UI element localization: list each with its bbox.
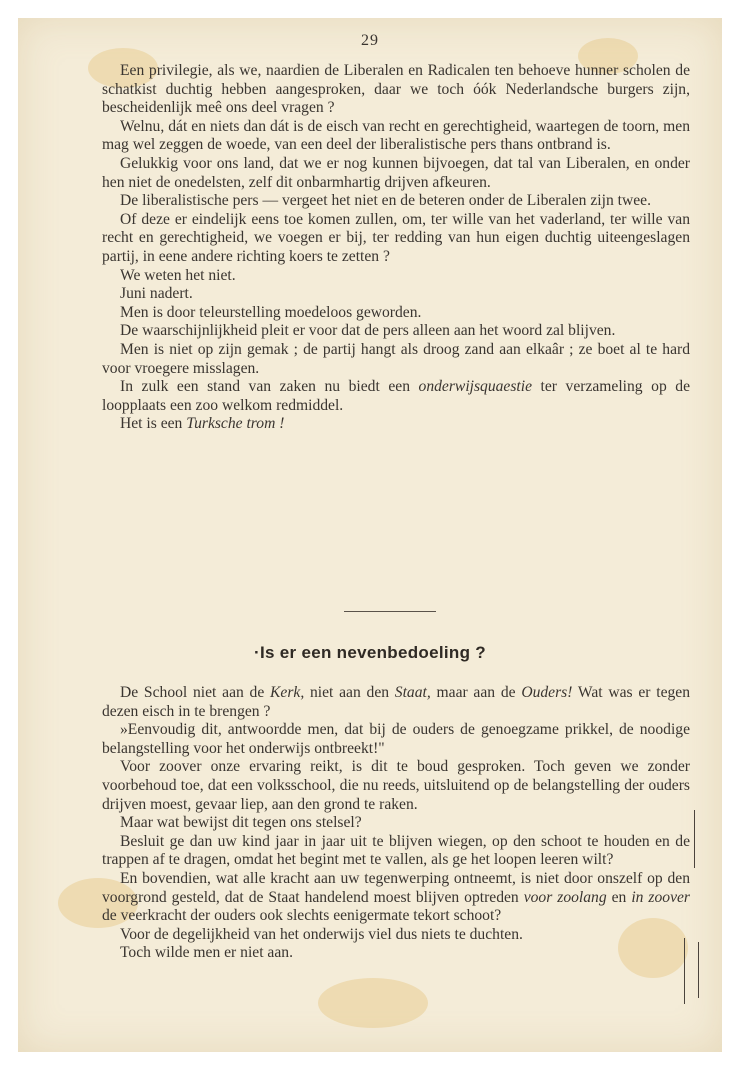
- emphasis-text: Ouders!: [521, 684, 573, 701]
- paragraph-text: Wat was er tegen dezen eisch in te brengen ?: [102, 684, 691, 720]
- emphasis-text: in zoover: [631, 888, 690, 906]
- section-divider: [344, 611, 436, 612]
- paragraph: Toch wilde men er niet aan.: [120, 944, 293, 962]
- margin-bracket: [684, 938, 685, 1004]
- paragraph-text: niet aan den: [304, 684, 395, 701]
- paragraph-text: Het is een: [120, 415, 187, 433]
- emphasis-text: onderwijsquaestie: [418, 378, 533, 396]
- paragraph: »Eenvoudig dit, antwoordde men, dat bij de ouders de genoegzame prikkel, de noodige belangstelling voor het onderwijs ontbreekt!": [102, 721, 690, 757]
- paragraph-text: En bovendien, wat alle kracht aan uw tegenwerping ontneemt, is niet door onszelf op den voorgrond gesteld, dat de Staat handelend moest blijven optreden: [102, 869, 690, 906]
- paragraph: We weten het niet.: [120, 266, 236, 284]
- paragraph: Men is niet op zijn gemak ; de partij hangt als droog zand aan elkaâr ; ze boet al te hard voor vroegere misslagen.: [102, 340, 690, 377]
- paragraph: [102, 870, 690, 926]
- paragraph: Welnu, dát en niets dan dát is de eisch van recht en gerechtigheid, waartegen de toorn, men mag wel zeggen de woede, van een deel der liberalistische pers thans ontbrand is.: [102, 117, 690, 154]
- paragraph: Of deze er eindelijk eens toe komen zullen, om, ter wille van het vaderland, ter wille van recht en gerechtigheid, we voegen er bij, ter redding van hun eigen duchtig uiteengeslagen partij, in eene andere richting koers te zetten ?: [102, 210, 690, 265]
- section-one-text: [102, 62, 690, 434]
- margin-bracket: [694, 810, 695, 868]
- paragraph: De waarschijnlijkheid pleit er voor dat de pers alleen aan het woord zal blijven.: [120, 322, 616, 340]
- paragraph: Een privilegie, als we, naardien de Liberalen en Radicalen ten behoeve hunner scholen de schatkist duchtig hebben aangesproken, daar we toch óók Nederlandsche burgers zijn, bescheidenlijk meê ons deel vragen ?: [102, 62, 690, 117]
- paragraph: [102, 378, 690, 415]
- emphasis-text: Kerk,: [270, 684, 305, 701]
- paragraph-text: ter verzameling op de loopplaats een zoo welkom redmiddel.: [102, 378, 690, 414]
- paragraph: Juni nadert.: [120, 285, 193, 303]
- paper-stain: [318, 978, 428, 1028]
- paragraph: Gelukkig voor ons land, dat we er nog kunnen bijvoegen, dat tal van Liberalen, en onder hen niet de onedelsten, zelf dit onbarmhartig drijven afkeuren.: [102, 154, 690, 191]
- paragraph: [102, 415, 690, 434]
- paragraph-text: maar aan de: [430, 684, 522, 701]
- section-two-text: [102, 684, 690, 963]
- section-heading: ·Is er een nevenbedoeling ?: [254, 643, 486, 662]
- paragraph: Voor zoover onze ervaring reikt, is dit te boud gesproken. Toch geven we zonder voorbehoud toe, dat een volksschool, die nu reeds, uitsluitend op de belangstelling der ouders drijven moest, gevaar liep, aan den grond te raken.: [102, 758, 690, 813]
- margin-bracket: [698, 942, 699, 998]
- paragraph-text: De School niet aan de: [120, 684, 271, 701]
- paragraph: Men is door teleurstelling moedeloos geworden.: [120, 303, 422, 321]
- emphasis-text: Staat,: [394, 684, 431, 701]
- paragraph: [102, 684, 690, 721]
- paragraph-text: en: [606, 888, 632, 906]
- paragraph: Maar wat bewijst dit tegen ons stelsel?: [120, 814, 362, 832]
- emphasis-text: Turksche trom !: [186, 415, 285, 433]
- paragraph-text: In zulk een stand van zaken nu biedt een: [120, 378, 419, 396]
- paragraph-text: de veerkracht der ouders ook slechts eenigermate tekort schoot?: [102, 907, 502, 925]
- paragraph: Voor de degelijkheid van het onderwijs viel dus niets te duchten.: [120, 925, 523, 943]
- page-number: 29: [361, 32, 379, 49]
- emphasis-text: voor zoolang: [523, 888, 607, 906]
- paragraph: Besluit ge dan uw kind jaar in jaar uit te blijven wiegen, op den schoot te houden en de trappen af te dragen, omdat het begint met te vallen, als ge het loopen leeren wilt?: [102, 832, 690, 869]
- book-page: [18, 18, 722, 1052]
- paragraph: De liberalistische pers — vergeet het niet en de beteren onder de Liberalen zijn twee.: [120, 192, 651, 210]
